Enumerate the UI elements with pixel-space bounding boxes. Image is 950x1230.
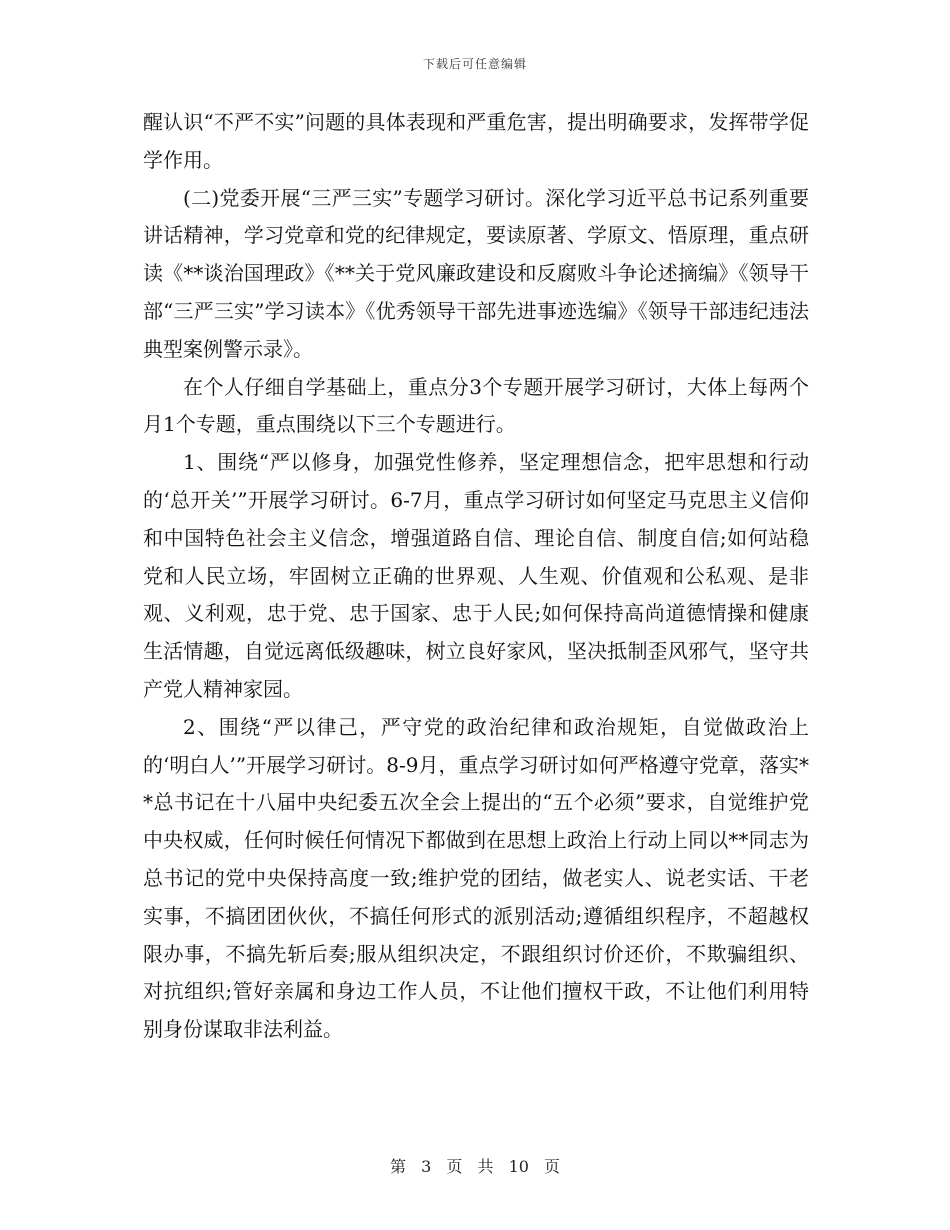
footer-page-current: 3 bbox=[421, 1157, 432, 1176]
paragraph-party-committee-study: (二)党委开展“三严三实”专题学习研讨。深化学习近平总书记系列重要讲话精神，学习党章和党的纪律规定，要读原著、学原文、悟原理，重点研读《**谈治国理政》《**关于党风廉政建设和反腐败斗争论述摘编》《领导干部“三严三实”学习读本》《优秀领导干部先进事迹选编》《领导干部违纪违法典型案例警示录》。 bbox=[143, 185, 809, 361]
paragraph-self-study: 在个人仔细自学基础上，重点分3个专题开展学习研讨，大体上每两个月1个专题，重点围绕以下三个专题进行。 bbox=[143, 374, 809, 437]
footer-page-total: 10 bbox=[508, 1157, 529, 1176]
footer-total-label: 共 bbox=[477, 1157, 494, 1176]
paragraph-topic-2: 2、围绕“严以律己，严守党的政治纪律和政治规矩，自觉做政治上的‘明白人’”开展学习研讨。8-9月，重点学习研讨如何严格遵守党章，落实**总书记在十八届中央纪委五次全会上提出的“五个必须”要求，自觉维护党中央权威，任何时候任何情况下都做到在思想上政治上行动上同以**同志为总书记的党中央保持高度一致;维护党的团结，做老实人、说老实话、干老实事，不搞团团伙伙，不搞任何形式的派别活动;遵循组织程序，不超越权限办事，不搞先斩后奏;服从组织决定，不跟组织讨价还价，不欺骗组织、对抗组织;管好亲属和身边工作人员，不让他们擅权干政，不让他们利用特别身份谋取非法利益。 bbox=[143, 714, 809, 1042]
paragraph-continuation: 醒认识“不严不实”问题的具体表现和严重危害，提出明确要求，发挥带学促学作用。 bbox=[143, 110, 809, 172]
footer-page-unit: 页 bbox=[446, 1157, 463, 1176]
footer-total-unit: 页 bbox=[544, 1157, 561, 1176]
document-body bbox=[143, 104, 809, 1049]
header-text: 下载后可任意编辑 bbox=[422, 57, 527, 71]
page-footer bbox=[0, 1154, 950, 1177]
page-header bbox=[0, 55, 950, 72]
footer-page-label: 第 bbox=[389, 1157, 406, 1176]
paragraph-topic-1: 1、围绕“严以修身，加强党性修养，坚定理想信念，把牢思想和行动的‘总开关’”开展学习研讨。6-7月，重点学习研讨如何坚定马克思主义信仰和中国特色社会主义信念，增强道路自信、理论自信、制度自信;如何站稳党和人民立场，牢固树立正确的世界观、人生观、价值观和公私观、是非观、义利观，忠于党、忠于国家、忠于人民;如何保持高尚道德情操和健康生活情趣，自觉远离低级趣味，树立良好家风，坚决抵制歪风邪气，坚守共产党人精神家园。 bbox=[143, 450, 809, 701]
